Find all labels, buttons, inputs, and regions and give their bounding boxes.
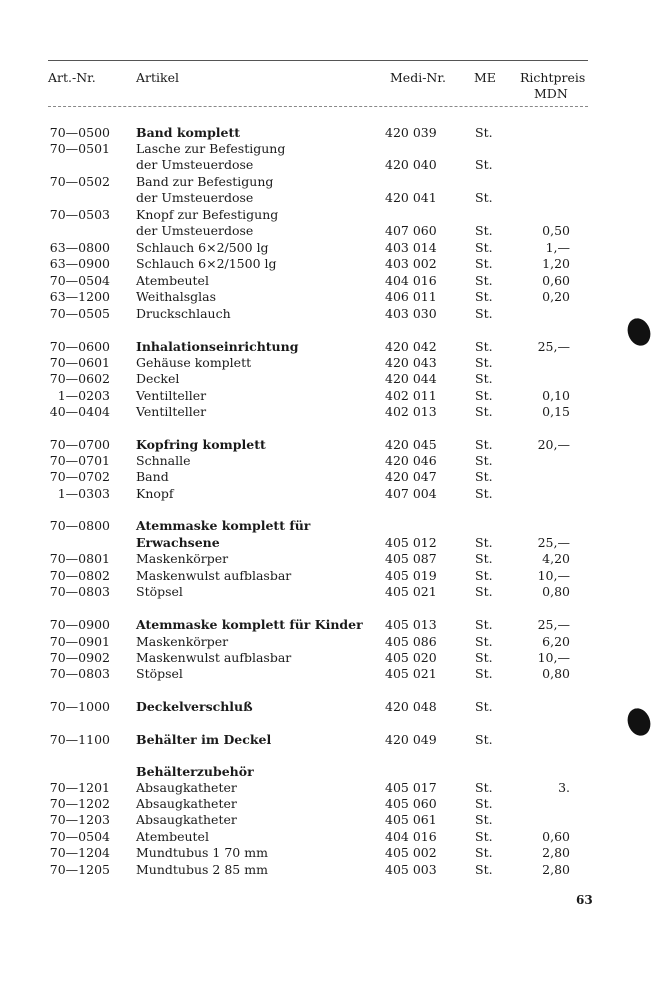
article-name: Maskenwulst aufblasbar bbox=[136, 568, 292, 583]
col-header-medi-nr: Medi-Nr. bbox=[390, 70, 446, 85]
price: 25,— bbox=[537, 339, 570, 354]
article-number: 40—0404 bbox=[49, 404, 110, 419]
table-row bbox=[0, 404, 664, 420]
unit: St. bbox=[475, 812, 493, 827]
medi-number: 405 002 bbox=[385, 845, 437, 860]
medi-number: 407 060 bbox=[385, 223, 437, 238]
article-number: 63—0900 bbox=[49, 256, 110, 271]
col-header-richtpreis: Richtpreis bbox=[520, 70, 586, 85]
header-top-rule bbox=[48, 60, 588, 61]
medi-number: 420 041 bbox=[385, 190, 437, 205]
price: 10,— bbox=[537, 568, 570, 583]
article-name: Band komplett bbox=[136, 125, 241, 140]
unit: St. bbox=[475, 617, 493, 632]
table-row bbox=[0, 617, 664, 633]
article-name: Erwachsene bbox=[136, 535, 220, 550]
article-name: Maskenkörper bbox=[136, 551, 229, 566]
table-row bbox=[0, 634, 664, 650]
table-row bbox=[0, 486, 664, 502]
article-name: Maskenkörper bbox=[136, 634, 229, 649]
price: 0,80 bbox=[542, 666, 570, 681]
price: 4,20 bbox=[542, 551, 570, 566]
article-number: 63—0800 bbox=[49, 240, 110, 255]
table-row bbox=[0, 453, 664, 469]
price: 1,— bbox=[545, 240, 570, 255]
medi-number: 405 013 bbox=[385, 617, 437, 632]
unit: St. bbox=[475, 306, 493, 321]
table-row bbox=[0, 223, 664, 239]
article-number: 70—0902 bbox=[49, 650, 110, 665]
medi-number: 405 012 bbox=[385, 535, 437, 550]
unit: St. bbox=[475, 437, 493, 452]
medi-number: 420 039 bbox=[385, 125, 437, 140]
article-name: Atembeutel bbox=[136, 829, 209, 844]
table-row bbox=[0, 535, 664, 551]
medi-number: 420 046 bbox=[385, 453, 437, 468]
article-name: Behälter im Deckel bbox=[136, 732, 272, 747]
article-number: 70—0504 bbox=[49, 829, 110, 844]
unit: St. bbox=[475, 551, 493, 566]
table-row bbox=[0, 568, 664, 584]
unit: St. bbox=[475, 699, 493, 714]
article-name: Absaugkatheter bbox=[136, 796, 237, 811]
article-number: 70—1203 bbox=[49, 812, 110, 827]
article-number: 70—0500 bbox=[49, 125, 110, 140]
article-number: 70—0600 bbox=[49, 339, 110, 354]
medi-number: 420 049 bbox=[385, 732, 437, 747]
unit: St. bbox=[475, 125, 493, 140]
article-name: Schnalle bbox=[136, 453, 191, 468]
table-row bbox=[0, 812, 664, 828]
table-row bbox=[0, 371, 664, 387]
article-number: 70—0504 bbox=[49, 273, 110, 288]
article-number: 70—0601 bbox=[49, 355, 110, 370]
unit: St. bbox=[475, 845, 493, 860]
price: 25,— bbox=[537, 535, 570, 550]
medi-number: 404 016 bbox=[385, 273, 437, 288]
medi-number: 420 042 bbox=[385, 339, 437, 354]
article-name: Band bbox=[136, 469, 169, 484]
article-number: 70—1100 bbox=[49, 732, 110, 747]
unit: St. bbox=[475, 273, 493, 288]
unit: St. bbox=[475, 190, 493, 205]
unit: St. bbox=[475, 634, 493, 649]
article-name: Knopf bbox=[136, 486, 174, 501]
article-number: 70—0803 bbox=[49, 666, 110, 681]
medi-number: 420 048 bbox=[385, 699, 437, 714]
table-row bbox=[0, 256, 664, 272]
price: 0,10 bbox=[542, 388, 570, 403]
unit: St. bbox=[475, 223, 493, 238]
article-number: 70—0503 bbox=[49, 207, 110, 222]
price: 0,20 bbox=[542, 289, 570, 304]
price: 0,80 bbox=[542, 584, 570, 599]
medi-number: 405 060 bbox=[385, 796, 437, 811]
article-name: Mundtubus 1 70 mm bbox=[136, 845, 268, 860]
table-row bbox=[0, 551, 664, 567]
article-name: Behälterzubehör bbox=[136, 764, 254, 779]
medi-number: 405 020 bbox=[385, 650, 437, 665]
unit: St. bbox=[475, 829, 493, 844]
table-row bbox=[0, 157, 664, 173]
unit: St. bbox=[475, 339, 493, 354]
article-name: Deckelverschluß bbox=[136, 699, 253, 714]
table-row bbox=[0, 388, 664, 404]
price: 0,15 bbox=[542, 404, 570, 419]
medi-number: 403 014 bbox=[385, 240, 437, 255]
unit: St. bbox=[475, 535, 493, 550]
table-row bbox=[0, 796, 664, 812]
unit: St. bbox=[475, 240, 493, 255]
article-name: Atembeutel bbox=[136, 273, 209, 288]
article-name: Band zur Befestigung bbox=[136, 174, 274, 189]
medi-number: 405 061 bbox=[385, 812, 437, 827]
col-header-artikel: Artikel bbox=[136, 70, 179, 85]
table-row bbox=[0, 584, 664, 600]
article-name: Ventilteller bbox=[136, 404, 207, 419]
table-row bbox=[0, 732, 664, 748]
article-number: 70—0801 bbox=[49, 551, 110, 566]
table-row bbox=[0, 829, 664, 845]
medi-number: 407 004 bbox=[385, 486, 437, 501]
col-header-mdn: MDN bbox=[534, 86, 568, 101]
medi-number: 402 013 bbox=[385, 404, 437, 419]
medi-number: 420 047 bbox=[385, 469, 437, 484]
article-number: 70—0800 bbox=[49, 518, 110, 533]
article-name: Absaugkatheter bbox=[136, 812, 237, 827]
article-number: 70—1204 bbox=[49, 845, 110, 860]
price: 0,60 bbox=[542, 273, 570, 288]
article-number: 70—0901 bbox=[49, 634, 110, 649]
price: 6,20 bbox=[542, 634, 570, 649]
col-header-me: ME bbox=[474, 70, 496, 85]
medi-number: 405 021 bbox=[385, 584, 437, 599]
table-row bbox=[0, 240, 664, 256]
medi-number: 420 043 bbox=[385, 355, 437, 370]
article-name: der Umsteuerdose bbox=[136, 223, 254, 238]
article-number: 70—0701 bbox=[49, 453, 110, 468]
article-name: Maskenwulst aufblasbar bbox=[136, 650, 292, 665]
medi-number: 405 087 bbox=[385, 551, 437, 566]
table-row bbox=[0, 306, 664, 322]
article-number: 70—0502 bbox=[49, 174, 110, 189]
article-number: 70—0900 bbox=[49, 617, 110, 632]
medi-number: 405 003 bbox=[385, 862, 437, 877]
unit: St. bbox=[475, 650, 493, 665]
unit: St. bbox=[475, 796, 493, 811]
article-number: 70—1202 bbox=[49, 796, 110, 811]
table-row bbox=[0, 273, 664, 289]
page-number: 63 bbox=[576, 893, 593, 907]
unit: St. bbox=[475, 355, 493, 370]
col-header-art-nr: Art.-Nr. bbox=[48, 70, 96, 85]
medi-number: 420 044 bbox=[385, 371, 437, 386]
medi-number: 403 030 bbox=[385, 306, 437, 321]
article-name: Atemmaske komplett für bbox=[136, 518, 311, 533]
unit: St. bbox=[475, 256, 493, 271]
table-row bbox=[0, 339, 664, 355]
unit: St. bbox=[475, 780, 493, 795]
article-number: 70—0501 bbox=[49, 141, 110, 156]
medi-number: 402 011 bbox=[385, 388, 437, 403]
article-name: Lasche zur Befestigung bbox=[136, 141, 286, 156]
article-name: Gehäuse komplett bbox=[136, 355, 252, 370]
article-number: 1—0203 bbox=[57, 388, 110, 403]
article-name: Atemmaske komplett für Kinder bbox=[136, 617, 363, 632]
unit: St. bbox=[475, 732, 493, 747]
medi-number: 405 021 bbox=[385, 666, 437, 681]
article-name: Kopfring komplett bbox=[136, 437, 266, 452]
table-row bbox=[0, 437, 664, 453]
article-name: Stöpsel bbox=[136, 584, 183, 599]
price: 0,60 bbox=[542, 829, 570, 844]
unit: St. bbox=[475, 862, 493, 877]
article-name: Weithalsglas bbox=[136, 289, 217, 304]
article-name: der Umsteuerdose bbox=[136, 157, 254, 172]
unit: St. bbox=[475, 157, 493, 172]
article-number: 70—0602 bbox=[49, 371, 110, 386]
article-name: der Umsteuerdose bbox=[136, 190, 254, 205]
article-number: 70—0700 bbox=[49, 437, 110, 452]
article-name: Schlauch 6×2/500 lg bbox=[136, 240, 269, 255]
price: 2,80 bbox=[542, 845, 570, 860]
article-number: 70—1000 bbox=[49, 699, 110, 714]
medi-number: 403 002 bbox=[385, 256, 437, 271]
price: 0,50 bbox=[542, 223, 570, 238]
table-row bbox=[0, 845, 664, 861]
article-name: Schlauch 6×2/1500 lg bbox=[136, 256, 277, 271]
unit: St. bbox=[475, 388, 493, 403]
table-row bbox=[0, 666, 664, 682]
table-row bbox=[0, 174, 664, 190]
article-number: 70—0505 bbox=[49, 306, 110, 321]
article-number: 1—0303 bbox=[57, 486, 110, 501]
header-bottom-rule bbox=[48, 106, 588, 107]
price: 3. bbox=[558, 780, 570, 795]
medi-number: 405 019 bbox=[385, 568, 437, 583]
unit: St. bbox=[475, 568, 493, 583]
article-name: Druckschlauch bbox=[136, 306, 231, 321]
article-number: 70—0803 bbox=[49, 584, 110, 599]
table-row bbox=[0, 289, 664, 305]
article-name: Mundtubus 2 85 mm bbox=[136, 862, 268, 877]
table-row bbox=[0, 699, 664, 715]
article-number: 70—0702 bbox=[49, 469, 110, 484]
unit: St. bbox=[475, 666, 493, 681]
unit: St. bbox=[475, 584, 493, 599]
table-row bbox=[0, 764, 664, 780]
unit: St. bbox=[475, 404, 493, 419]
table-row bbox=[0, 518, 664, 534]
unit: St. bbox=[475, 289, 493, 304]
table-row bbox=[0, 355, 664, 371]
article-number: 70—0802 bbox=[49, 568, 110, 583]
article-name: Absaugkatheter bbox=[136, 780, 237, 795]
unit: St. bbox=[475, 469, 493, 484]
table-row bbox=[0, 862, 664, 878]
article-name: Deckel bbox=[136, 371, 180, 386]
unit: St. bbox=[475, 453, 493, 468]
price: 20,— bbox=[537, 437, 570, 452]
article-name: Inhalationseinrichtung bbox=[136, 339, 299, 354]
price: 10,— bbox=[537, 650, 570, 665]
medi-number: 405 086 bbox=[385, 634, 437, 649]
medi-number: 405 017 bbox=[385, 780, 437, 795]
table-row bbox=[0, 125, 664, 141]
medi-number: 404 016 bbox=[385, 829, 437, 844]
table-row bbox=[0, 469, 664, 485]
medi-number: 420 045 bbox=[385, 437, 437, 452]
article-name: Ventilteller bbox=[136, 388, 207, 403]
table-row bbox=[0, 141, 664, 157]
price: 25,— bbox=[537, 617, 570, 632]
table-row bbox=[0, 650, 664, 666]
price: 1,20 bbox=[542, 256, 570, 271]
table-row bbox=[0, 207, 664, 223]
article-name: Stöpsel bbox=[136, 666, 183, 681]
price: 2,80 bbox=[542, 862, 570, 877]
medi-number: 420 040 bbox=[385, 157, 437, 172]
table-row bbox=[0, 780, 664, 796]
article-name: Knopf zur Befestigung bbox=[136, 207, 279, 222]
article-number: 70—1205 bbox=[49, 862, 110, 877]
unit: St. bbox=[475, 371, 493, 386]
table-row bbox=[0, 190, 664, 206]
article-number: 63—1200 bbox=[49, 289, 110, 304]
medi-number: 406 011 bbox=[385, 289, 437, 304]
article-number: 70—1201 bbox=[49, 780, 110, 795]
unit: St. bbox=[475, 486, 493, 501]
